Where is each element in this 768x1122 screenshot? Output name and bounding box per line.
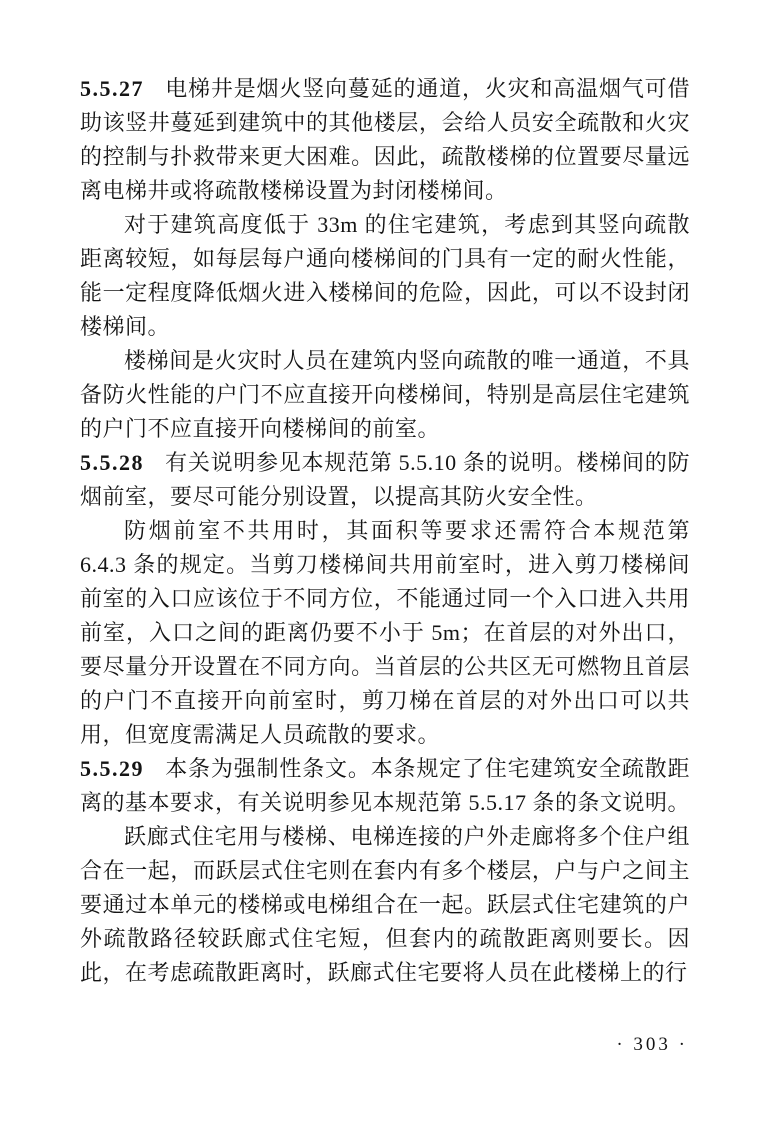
paragraph-text: 有关说明参见本规范第 5.5.10 条的说明。楼梯间的防烟前室，要尽可能分别设置，以提高其防火安全性。 (80, 450, 690, 509)
paragraph-text: 楼梯间是火灾时人员在建筑内竖向疏散的唯一通道，不具备防火性能的户门不应直接开向楼梯间，特别是高层住宅建筑的户门不应直接开向楼梯间的前室。 (80, 348, 690, 441)
section-number: 5.5.29 (80, 756, 144, 781)
paragraph (80, 446, 690, 514)
page-number: · 303 · (616, 1034, 688, 1055)
paragraph (80, 752, 690, 820)
paragraph (80, 208, 690, 344)
paragraph-text: 电梯井是烟火竖向蔓延的通道，火灾和高温烟气可借助该竖井蔓延到建筑中的其他楼层，会给人员安全疏散和火灾的控制与扑救带来更大困难。因此，疏散楼梯的位置要尽量远离电梯井或将疏散楼梯设置为封闭楼梯间。 (80, 76, 690, 203)
paragraph (80, 72, 690, 208)
paragraph-text: 防烟前室不共用时，其面积等要求还需符合本规范第 6.4.3 条的规定。当剪刀楼梯间共用前室时，进入剪刀楼梯间前室的入口应该位于不同方位，不能通过同一个入口进入共用前室，入口之间的距离仍要不小于 5m；在首层的对外出口，要尽量分开设置在不同方向。当首层的公共区无可燃物且首层的户门不直接开向前室时，剪刀梯在首层的对外出口可以共用，但宽度需满足人员疏散的要求。 (80, 518, 690, 747)
paragraph-text: 跃廊式住宅用与楼梯、电梯连接的户外走廊将多个住户组合在一起，而跃层式住宅则在套内有多个楼层，户与户之间主要通过本单元的楼梯或电梯组合在一起。跃层式住宅建筑的户外疏散路径较跃廊式住宅短，但套内的疏散距离则要长。因此，在考虑疏散距离时，跃廊式住宅要将人员在此楼梯上的行 (80, 824, 690, 985)
paragraph (80, 820, 690, 990)
section-number: 5.5.28 (80, 450, 144, 475)
paragraph (80, 344, 690, 446)
paragraph-text: 对于建筑高度低于 33m 的住宅建筑，考虑到其竖向疏散距离较短，如每层每户通向楼梯间的门具有一定的耐火性能，能一定程度降低烟火进入楼梯间的危险，因此，可以不设封闭楼梯间。 (80, 212, 690, 339)
section-number: 5.5.27 (80, 76, 144, 101)
paragraph (80, 514, 690, 752)
paragraph-text: 本条为强制性条文。本条规定了住宅建筑安全疏散距离的基本要求，有关说明参见本规范第 5.5.17 条的条文说明。 (80, 756, 691, 815)
document-content (80, 72, 690, 990)
